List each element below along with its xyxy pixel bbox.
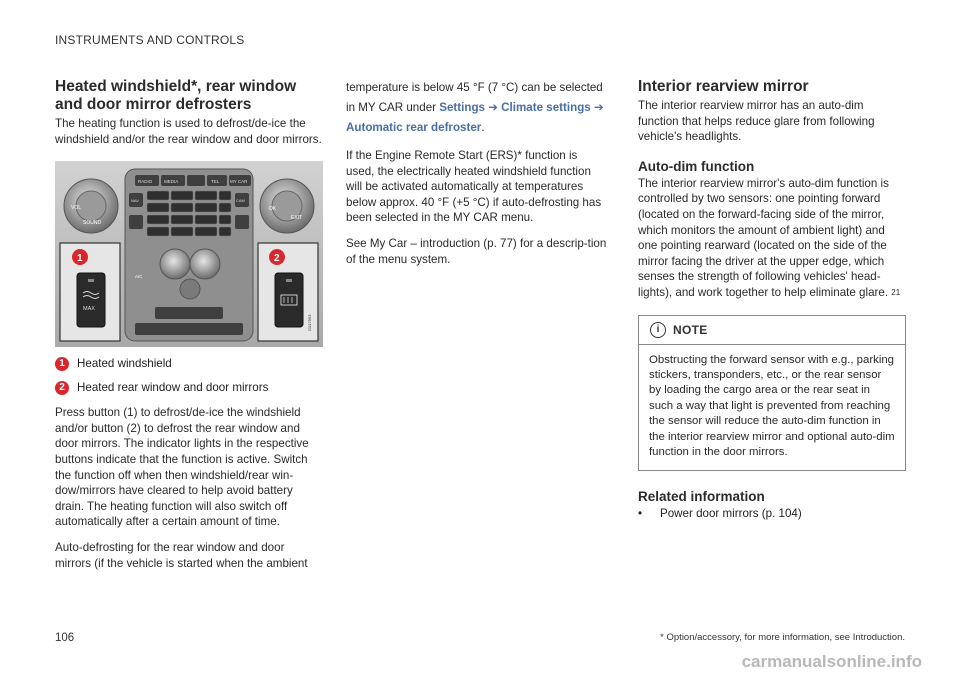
- nav-automatic-rear-defroster: Automatic rear defroster: [346, 121, 482, 134]
- figure-callout-2: 2: [274, 253, 280, 265]
- legend-num-2: 2: [55, 381, 69, 395]
- auto-dim-text: The interior rearview mirror's auto-dim function is controlled by two sensors: one pointing forward (located on the forward-facing side of the mirror, which monitors the amount of ambient light) and one pointing rearward (located on the side of the mirror facing the driver at the upper edge, which senses the strength of following vehicles' head-lights), and work together to help eliminate glare.: [638, 176, 889, 299]
- column-2: [346, 78, 608, 277]
- related-link-text: Power door mirrors (p. 104): [660, 507, 802, 521]
- auto-dim-paragraph: [638, 176, 906, 301]
- figure-callout-1: 1: [77, 253, 83, 265]
- legend-text-2: Heated rear window and door mirrors: [77, 381, 269, 395]
- legend-item-2: [55, 379, 323, 403]
- radio-label: RADIO: [138, 179, 153, 185]
- bullet-icon: •: [638, 507, 643, 521]
- footnote-text: * Option/accessory, for more information, see Introduction.: [660, 632, 905, 643]
- related-info-title: Related information: [638, 489, 765, 505]
- mirror-lead: The interior rearview mirror has an auto-dim function that helps reduce glare from following vehicle's headlights.: [638, 99, 875, 144]
- nav-climate-settings: Climate settings: [501, 101, 591, 114]
- nav-arrow-icon: ➔: [593, 101, 604, 114]
- subsection-title-auto-dim: Auto-dim function: [638, 158, 755, 174]
- nav-label: NAV: [131, 198, 139, 204]
- note-header: [639, 316, 905, 345]
- note-box: [638, 315, 906, 472]
- defroster-paragraph-3: If the Engine Remote Start (ERS)* function is used, the electrically heated windshield function will be activated automatically at temperatures below approx. 40 °F (+5 °C) if auto-defrosting has been selected in the MY CAR menu.: [346, 149, 602, 225]
- related-link-power-door-mirrors[interactable]: [638, 506, 906, 521]
- column-3: [638, 78, 906, 521]
- ok-label: OK: [269, 206, 277, 213]
- legend-text-1: Heated windshield: [77, 357, 172, 371]
- defroster-paragraph-4: See My Car – introduction (p. 77) for a descrip-tion of the menu system.: [346, 236, 607, 266]
- nav-arrow-icon: ➔: [488, 101, 498, 114]
- page-number: 106: [55, 632, 75, 644]
- max-label: MAX: [83, 306, 95, 313]
- footnote-ref: 21: [891, 287, 901, 297]
- note-text: Obstructing the forward sensor with e.g., parking stickers, transponders, etc., or the rear sensor by loading the cargo area or the rear seat in such a way that light is prevented from reaching the sensor will reduce the auto-dim function in the interior rearview mirror and optional auto-dim function in the door mirrors.: [649, 353, 895, 458]
- watermark: carmanualsonline.info: [741, 652, 922, 671]
- mycar-label: MY CAR: [230, 179, 248, 185]
- p2-cont-text: temperature is below 45 °F (7 °C) can be selected in MY CAR under: [346, 81, 603, 114]
- defroster-lead: The heating function is used to defrost/de-ice the windshield and/or the rear window and door mirrors.: [55, 117, 322, 146]
- note-label: NOTE: [673, 322, 708, 337]
- defroster-paragraph-2: Auto-defrosting for the rear window and door mirrors (if the vehicle is started when the ambient: [55, 540, 308, 570]
- nav-settings: Settings: [439, 101, 485, 114]
- media-label: MEDIA: [164, 179, 179, 185]
- cam-label: CAM: [236, 198, 245, 204]
- figure-code: G017963: [307, 314, 312, 332]
- tel-label: TEL: [211, 179, 220, 185]
- column-1: [55, 78, 323, 581]
- vol-label: VOL: [71, 205, 82, 212]
- exit-label: EXIT: [291, 215, 303, 222]
- section-title-mirror: Interior rearview mirror: [638, 78, 809, 95]
- climate-panel-illustration: [55, 161, 323, 347]
- defroster-paragraph-2-cont: temperature is below 45 °F (7 °C) can be selected in MY CAR under Settings ➔ Climate settings ➔ Automatic rear defroster.: [346, 81, 604, 134]
- note-body: [639, 345, 905, 471]
- legend-num-1: 1: [55, 357, 69, 371]
- section-title-defrosters: Heated windshield*, rear window and door mirror defrosters: [55, 78, 297, 113]
- ac-label: A/C: [135, 274, 143, 280]
- info-icon: i: [650, 322, 666, 338]
- sound-label: SOUND: [83, 220, 102, 227]
- header-title: INSTRUMENTS AND CONTROLS: [55, 33, 245, 47]
- legend-item-1: [55, 355, 323, 379]
- defroster-paragraph-1: Press button (1) to defrost/de-ice the windshield and/or button (2) to defrost the rear window and door mirrors. The indicator lights in the respective buttons indicate that the function is active. Switch the function off when then windshield/rear win-dow/mirrors have cleared to help avoid battery drain. The heating function will also switch off automatically after a certain amount of time.: [55, 406, 309, 529]
- climate-panel-figure: [55, 161, 323, 347]
